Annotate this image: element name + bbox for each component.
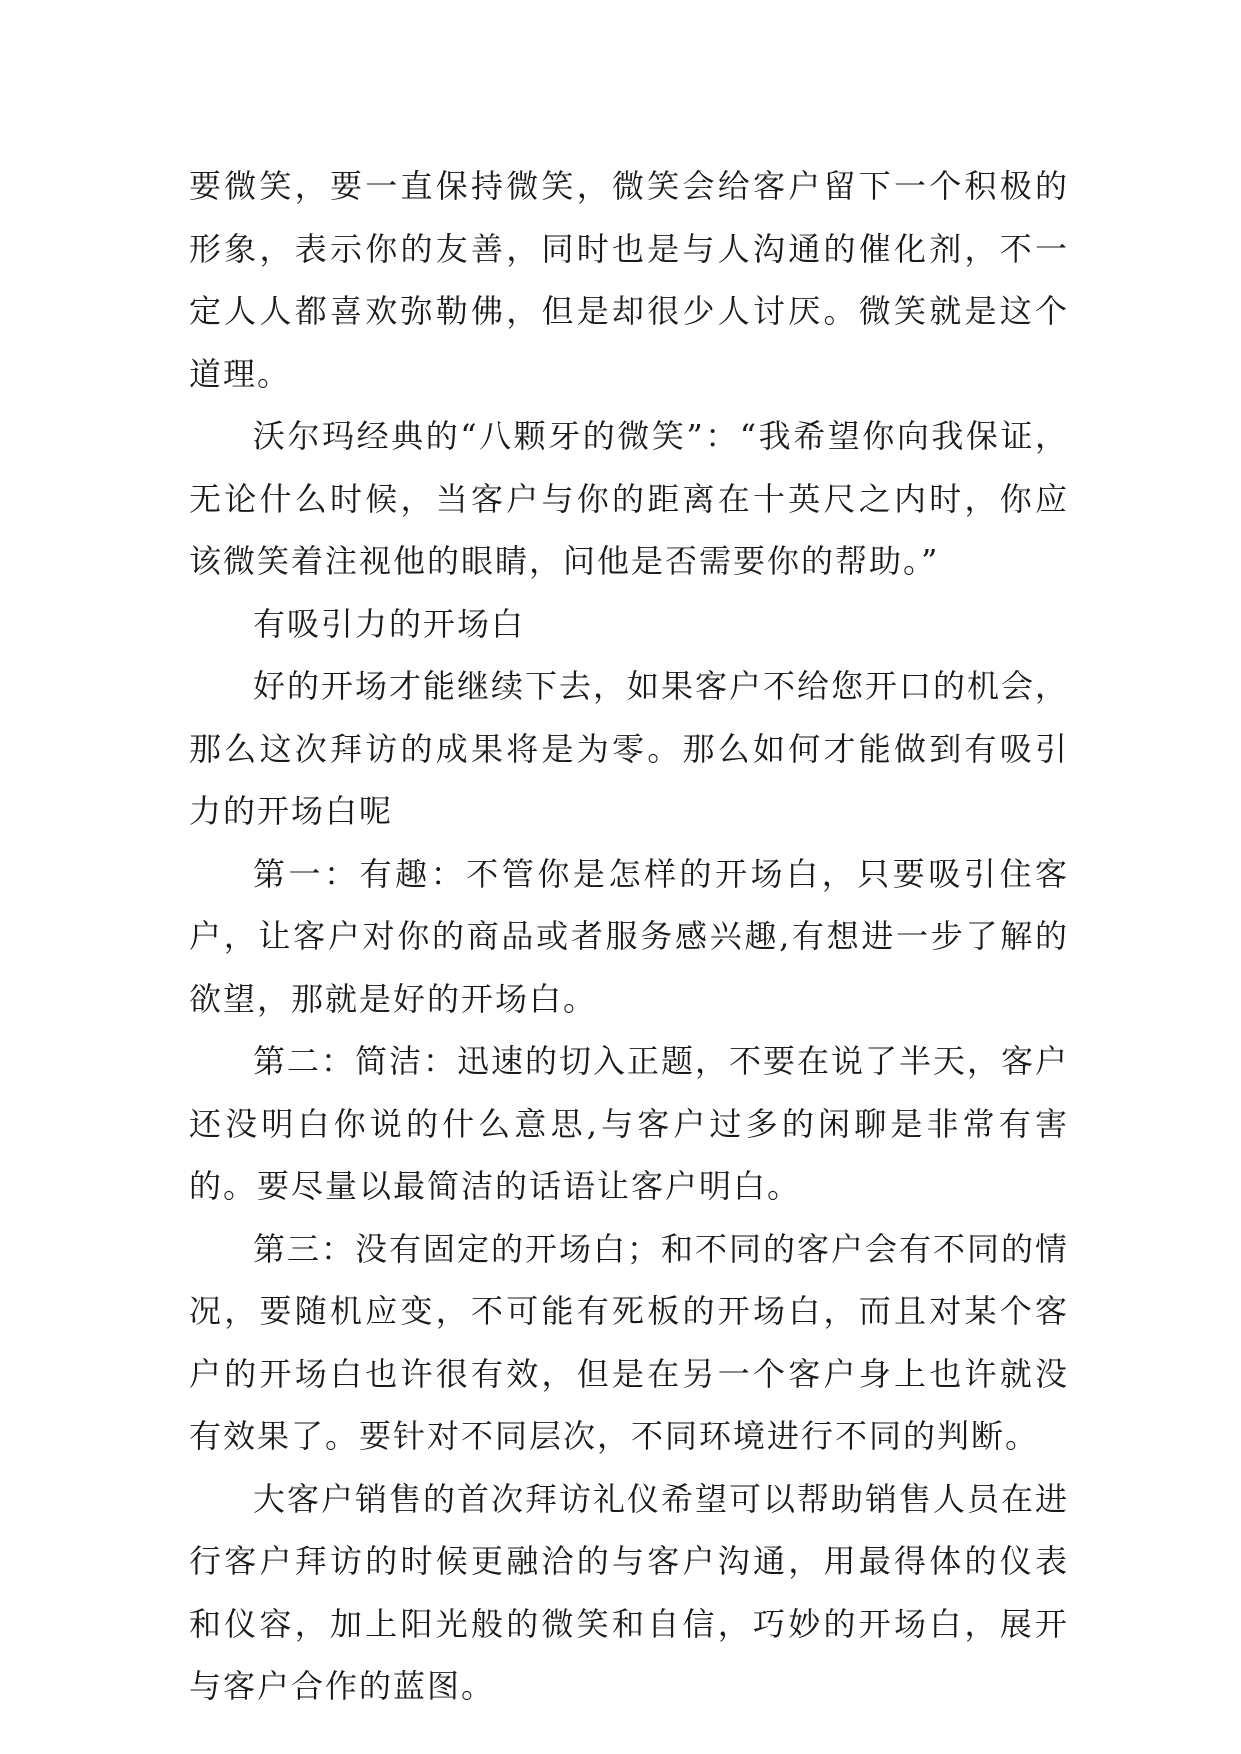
paragraph-conclusion: 大客户销售的首次拜访礼仪希望可以帮助销售人员在进行客户拜访的时候更融洽的与客户沟通，用最得体的仪表和仪容，加上阳光般的微笑和自信，巧妙的开场白，展开与客户合作的蓝图。 (189, 1479, 1070, 1705)
paragraph-point-two: 第二：简洁：迅速的切入正题，不要在说了半天，客户还没明白你说的什么意思,与客户过多的闲聊是非常有害的。要尽量以最简洁的话语让客户明白。 (189, 1042, 1070, 1205)
paragraph-smile: 要微笑，要一直保持微笑，微笑会给客户留下一个积极的形象，表示你的友善，同时也是与人沟通的催化剂，不一定人人都喜欢弥勒佛，但是却很少人讨厌。微笑就是这个道理。 (189, 167, 1069, 393)
paragraph-opening-intro: 好的开场才能继续下去，如果客户不给您开口的机会，那么这次拜访的成果将是为零。那么如何才能做到有吸引力的开场白呢 (189, 667, 1070, 830)
paragraph-walmart-quote: 沃尔玛经典的“八颗牙的微笑”：“我希望你向我保证，无论什么时候，当客户与你的距离在十英尺之内时，你应该微笑着注视他的眼睛，问他是否需要你的帮助。” (189, 417, 1069, 580)
paragraph-point-three: 第三：没有固定的开场白；和不同的客户会有不同的情况，要随机应变，不可能有死板的开场白，而且对某个客户的开场白也许很有效，但是在另一个客户身上也许就没有效果了。要针对不同层次，不同环境进行不同的判断。 (189, 1229, 1070, 1455)
document-page (189, 155, 1069, 1718)
section-heading-opening: 有吸引力的开场白 (253, 604, 526, 643)
paragraph-point-one: 第一：有趣：不管你是怎样的开场白，只要吸引住客户，让客户对你的商品或者服务感兴趣,有想进一步了解的欲望，那就是好的开场白。 (189, 854, 1069, 1018)
